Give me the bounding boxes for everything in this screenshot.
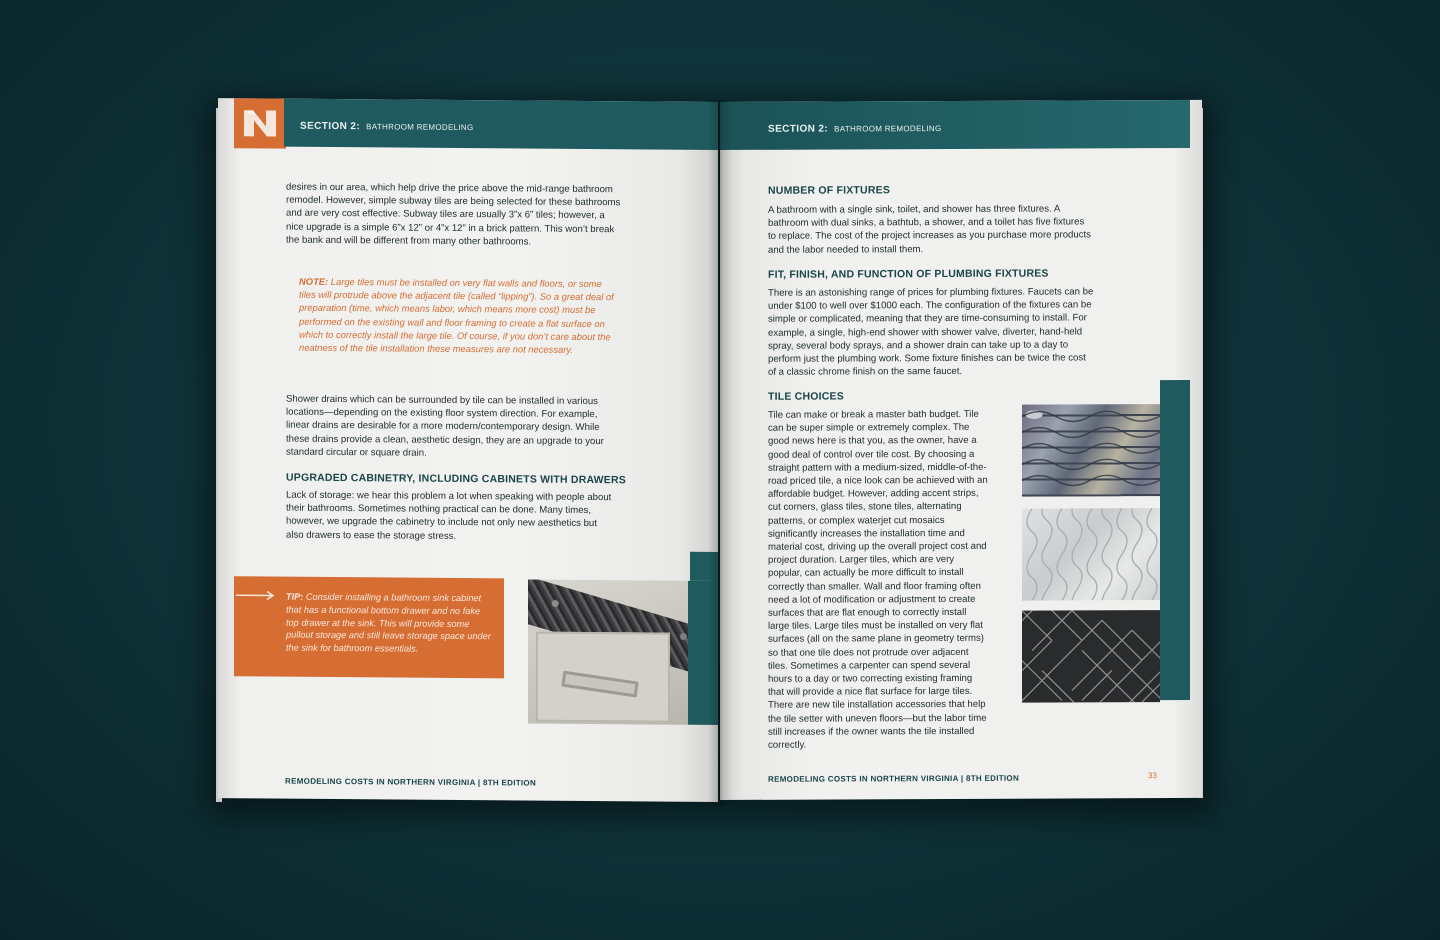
paragraph-fixtures: A bathroom with a single sink, toilet, and shower has three fixtures. A bathroom with dual sinks, a bathtub, a shower, and a toilet has five fixtures to replace. The cost of the project increases as you purchase more products and the labor needed to install them. (768, 203, 1091, 256)
n-logo-icon (242, 108, 278, 138)
section-title: BATHROOM REMODELING (834, 124, 942, 134)
section-header (768, 123, 942, 135)
iridescent-ogee-tile-photo (1022, 404, 1160, 497)
tip-text: Consider installing a bathroom sink cabinet that has a functional bottom drawer and no fake top drawer at the sink. This will provide some pullout storage and still leave storage space under the sink for bathroom essentials. (286, 591, 491, 654)
tip-callout (234, 576, 504, 678)
book-spine-shadow (708, 100, 732, 806)
paragraph-plumbing: There is an astonishing range of prices for plumbing fixtures. Faucets can be under $100 to well over $1000 each. The configuration of the fixtures can be simple or complicated, meaning that they are time-consuming to install. For example, a single, high-end shower with shower valve, diverter, hand-held spray, several body sprays, and a shower drain can take up to a day to perform just the plumbing work. Some fixture finishes can be twice the cost of a classic chrome finish on the same faucet. (768, 286, 1094, 379)
heading-tile-choices: TILE CHOICES (768, 390, 844, 403)
paragraph-shower-drains: Shower drains which can be surrounded by tile can be installed in various locations—depending on the existing floor system direction. For example, linear drains are desirable for a more modern/contemporary design. While these drains provide a clean, aesthetic design, they are an upgrade to your standard circular or square drain. (286, 393, 604, 459)
heading-fixtures: NUMBER OF FIXTURES (768, 184, 891, 197)
left-page (218, 98, 718, 802)
section-label: SECTION 2: (768, 123, 829, 135)
decorative-teal-block (1160, 380, 1190, 700)
arrow-right-icon (236, 590, 276, 600)
section-header (300, 121, 474, 133)
cabinet-photo (528, 580, 718, 725)
footer-title: REMODELING COSTS IN NORTHERN VIRGINIA | 8TH EDITION (768, 773, 1020, 784)
note-callout (299, 275, 617, 357)
tip-label: TIP: (286, 591, 304, 602)
brand-logo (234, 98, 286, 148)
page-number: 33 (1148, 771, 1157, 781)
section-title: BATHROOM REMODELING (366, 122, 474, 133)
heading-plumbing: FIT, FINISH, AND FUNCTION OF PLUMBING FIXTURES (768, 267, 1049, 281)
marble-arabesque-tile-photo (1022, 508, 1160, 601)
tip-content (286, 591, 492, 657)
paragraph-storage: Lack of storage: we hear this problem a lot when speaking with people about their bathrooms. Sometimes nothing practical can be done. Many times, however, we upgrade the cabinetry to include not only new aesthetics but also drawers to ease the storage stress. (286, 489, 612, 542)
paragraph-tile-choices: Tile can make or break a master bath budget. Tile can be super simple or extremely complex. The good news here is that you, as the owner, have a good deal of control over tile cost. By choosing a straight pattern with a medium-sized, middle-of-the-road priced tile, a nice look can be achieved with an affordable budget. However, adding accent strips, cut corners, glass tiles, stone tiles, alternating patterns, or complex waterjet cut mosaics significantly increases the installation time and material cost, driving up the overall project cost and project duration. Larger tiles, which are very popular, can actually be more difficult to install correctly than smaller. Wall and floor framing often need a lot of modification or adjustment to create surfaces that are flat enough to correctly install large tiles. Large tiles must be installed on very flat surfaces (all on the same plane in geometry terms) so that one tile does not protrude over adjacent tiles. Sometimes a carpenter can spend several hours to a day or two correcting existing framing that will provide a nice flat surface for large tiles. There are new tile installation accessories that help the tile setter with uneven floors—but the labor time still increases if the owner wants the tile installed correctly. (768, 408, 988, 751)
note-label: NOTE: (299, 275, 329, 287)
right-page (720, 100, 1202, 800)
black-herringbone-tile-photo (1022, 610, 1160, 703)
footer-title: REMODELING COSTS IN NORTHERN VIRGINIA | 8TH EDITION (285, 776, 537, 788)
section-label: SECTION 2: (300, 120, 361, 133)
note-text: Large tiles must be installed on very flat walls and floors, or some tiles will protrude above the adjacent tile (called “lipping”). So a great deal of preparation (time, which means labor, which means more cost) must be performed on the existing wall and floor framing to create a flat surface on which to correctly install the large tile. Of course, if you don’t care about the neatness of the tile installation these measures are not necessary. (299, 275, 614, 355)
paragraph-subway-tiles: desires in our area, which help drive the price above the mid-range bathroom remodel. However, simple subway tiles are being selected for these bathrooms and are very cost effective. Subway tiles are usually 3”x 6” tiles; however, a nice upgrade is a simple 6”x 12” or 4”x 12” in a brick pattern. This won’t break the bank and will be different from many other bathrooms. (286, 181, 621, 248)
heading-cabinetry: UPGRADED CABINETRY, INCLUDING CABINETS WITH DRAWERS (286, 471, 626, 487)
